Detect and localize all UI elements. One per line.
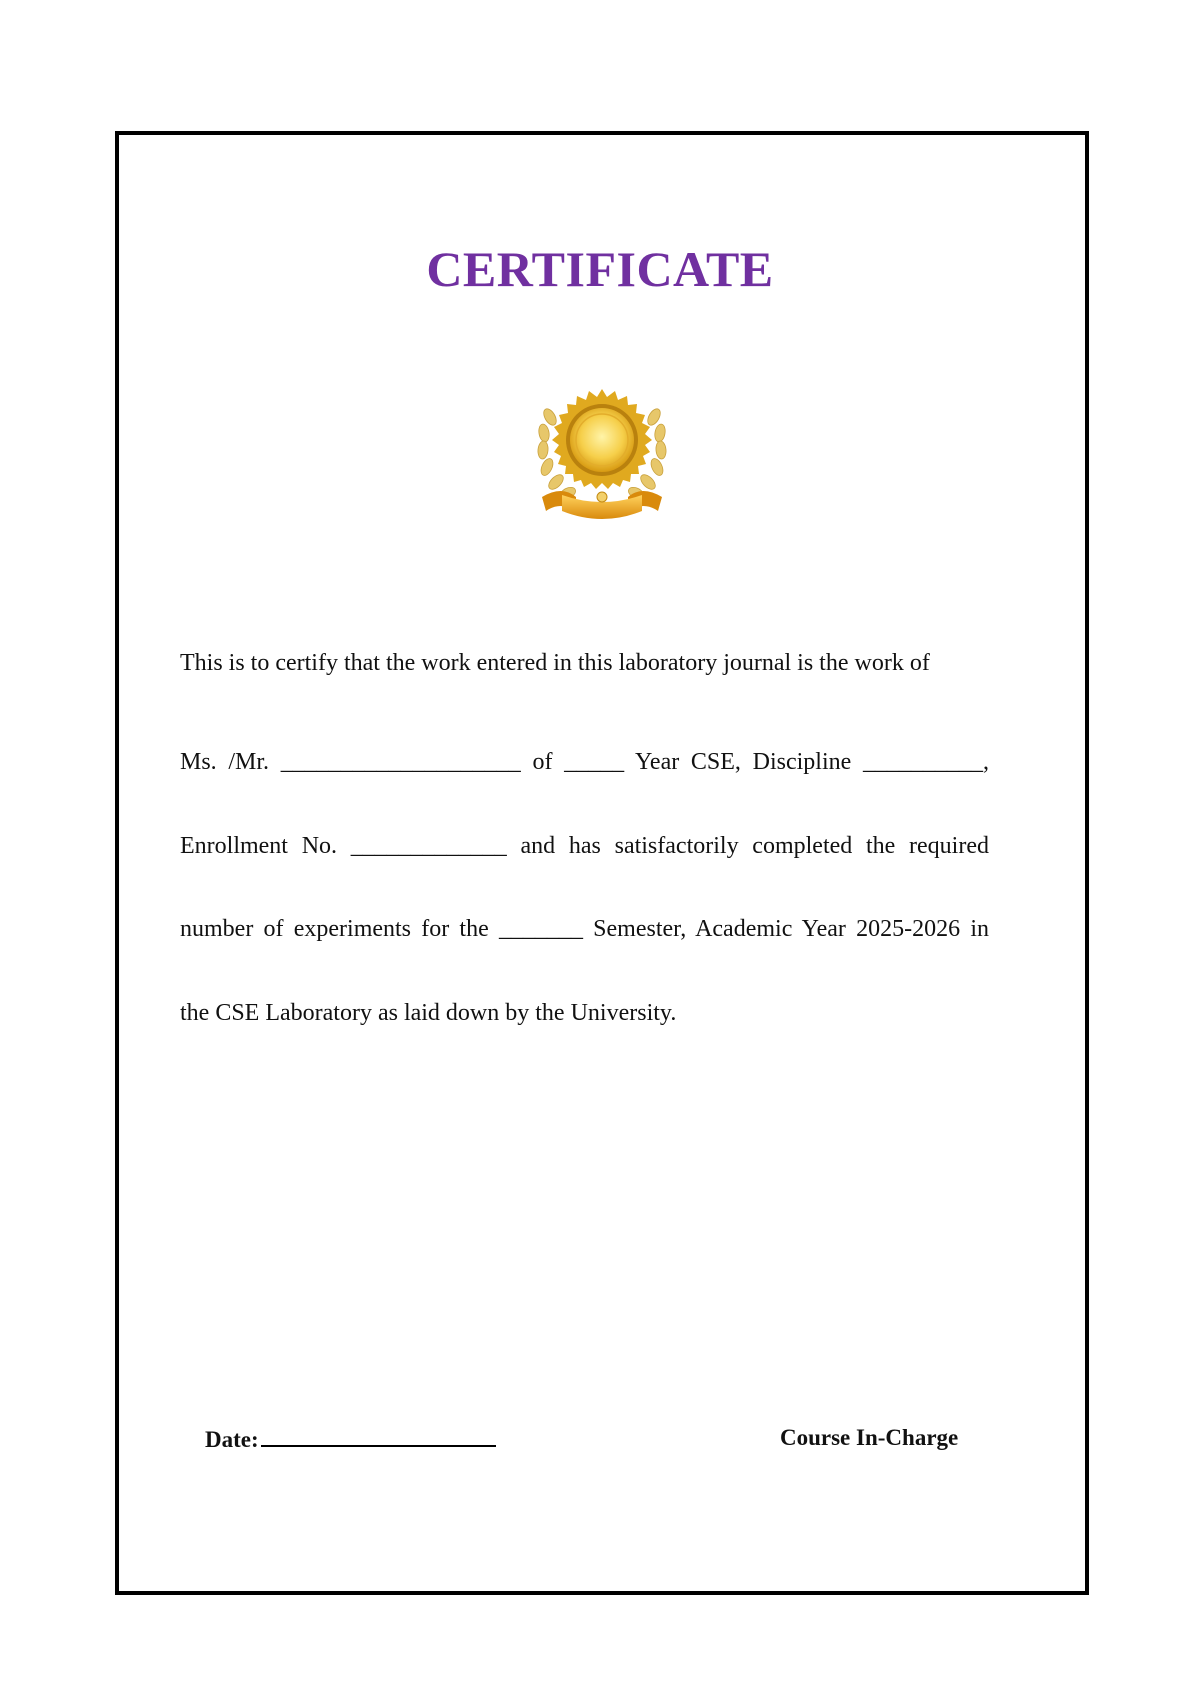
- course-in-charge-label: Course In-Charge: [780, 1425, 959, 1450]
- gold-medal-seal-icon: [532, 385, 672, 527]
- date-blank-line: [261, 1423, 496, 1447]
- certification-line-4: number of experiments for the _______ Semester, Academic Year 2025-2026 in: [180, 916, 989, 942]
- certification-line-5: the CSE Laboratory as laid down by the University.: [180, 1000, 677, 1026]
- certificate-title: CERTIFICATE: [426, 241, 774, 297]
- certification-line-1: This is to certify that the work entered in this laboratory journal is the work of: [180, 650, 930, 676]
- date-field: [205, 1423, 496, 1455]
- certificate-border: [115, 131, 1089, 1595]
- date-label: Date:: [205, 1427, 259, 1452]
- certification-line-3: Enrollment No. _____________ and has satisfactorily completed the required: [180, 833, 989, 859]
- certification-line-2: Ms. /Mr. ____________________ of _____ Year CSE, Discipline __________,: [180, 749, 989, 775]
